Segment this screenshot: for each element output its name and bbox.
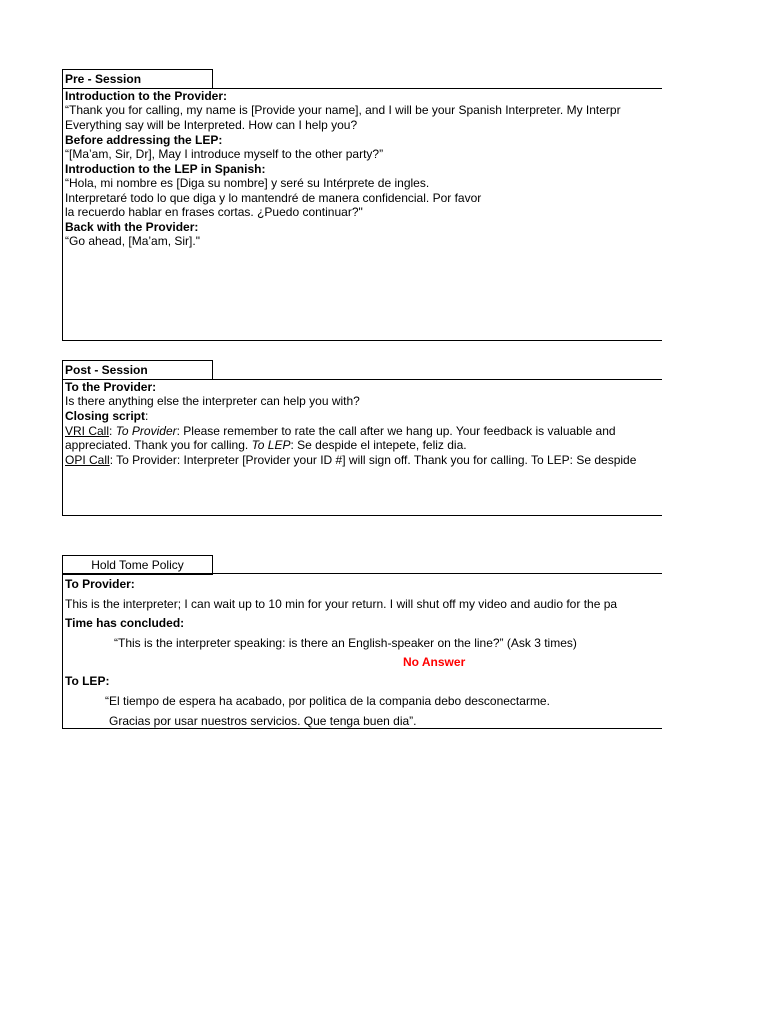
post-session-box	[62, 379, 662, 516]
post-session-header: Post - Session	[62, 360, 213, 380]
intro-provider-line-2: Everything say will be Interpreted. How can I help you?	[65, 118, 358, 132]
hold-policy-header: Hold Tome Policy	[62, 555, 213, 575]
vri-line-2	[65, 438, 467, 452]
hold-to-lep-heading: To LEP:	[65, 674, 110, 688]
closing-script-heading	[65, 409, 148, 423]
hold-policy-box	[62, 573, 662, 729]
vri-to-lep: To LEP	[251, 438, 291, 452]
intro-lep-line-3: la recuerdo hablar en frases cortas. ¿Puedo continuar?"	[65, 205, 363, 219]
time-concluded-text: “This is the interpreter speaking: is there an English-speaker on the line?” (Ask 3 times)	[114, 636, 577, 650]
before-lep-heading: Before addressing the LEP:	[65, 133, 223, 147]
pre-session-header: Pre - Session	[62, 69, 213, 89]
no-answer-label: No Answer	[403, 655, 466, 669]
intro-provider-heading: Introduction to the Provider:	[65, 89, 227, 103]
opi-call-label: OPI Call	[65, 453, 110, 467]
closing-script-colon: :	[145, 409, 149, 423]
opi-text: : To Provider: Interpreter [Provider your ID #] will sign off. Thank you for calling. To LEP: Se despide	[109, 453, 637, 467]
intro-lep-line-1: “Hola, mi nombre es [Diga su nombre] y seré su Intérprete de ingles.	[65, 176, 430, 190]
vri-call-label: VRI Call	[65, 424, 110, 438]
vri-sep: :	[109, 424, 116, 438]
hold-provider-text: This is the interpreter; I can wait up to 10 min for your return. I will shut off my video and audio for the pa	[65, 597, 618, 611]
post-to-provider-heading: To the Provider:	[65, 380, 157, 394]
hold-lep-line-2: Gracias por usar nuestros servicios. Que tenga buen dia”.	[109, 714, 417, 728]
closing-script-label: Closing script	[65, 409, 146, 423]
back-provider-heading: Back with the Provider:	[65, 220, 199, 234]
vri-line-2-a: appreciated. Thank you for calling.	[65, 438, 252, 452]
vri-text: : Please remember to rate the call after we hang up. Your feedback is valuable and	[176, 424, 616, 438]
intro-provider-line-1: “Thank you for calling, my name is [Provide your name], and I will be your Spanish Interpreter. My Interpr	[65, 103, 621, 117]
intro-lep-line-2: Interpretaré todo lo que diga y lo mantendré de manera confidencial. Por favor	[65, 191, 482, 205]
post-anything-else: Is there anything else the interpreter can help you with?	[65, 394, 360, 408]
hold-lep-line-1: “El tiempo de espera ha acabado, por politica de la compania debo desconectarme.	[105, 694, 550, 708]
hold-to-provider-heading: To Provider:	[65, 577, 135, 591]
vri-line-1	[65, 424, 616, 438]
before-lep-line: “[Ma’am, Sir, Dr], May I introduce myself to the other party?”	[65, 147, 384, 161]
opi-line	[65, 453, 636, 467]
intro-lep-heading: Introduction to the LEP in Spanish:	[65, 162, 266, 176]
time-concluded-heading: Time has concluded:	[65, 616, 185, 630]
back-provider-line: “Go ahead, [Ma’am, Sir]."	[65, 234, 200, 248]
vri-line-2-b: : Se despide el intepete, feliz dia.	[290, 438, 467, 452]
vri-to-provider: To Provider	[115, 424, 177, 438]
pre-session-box	[62, 88, 662, 341]
